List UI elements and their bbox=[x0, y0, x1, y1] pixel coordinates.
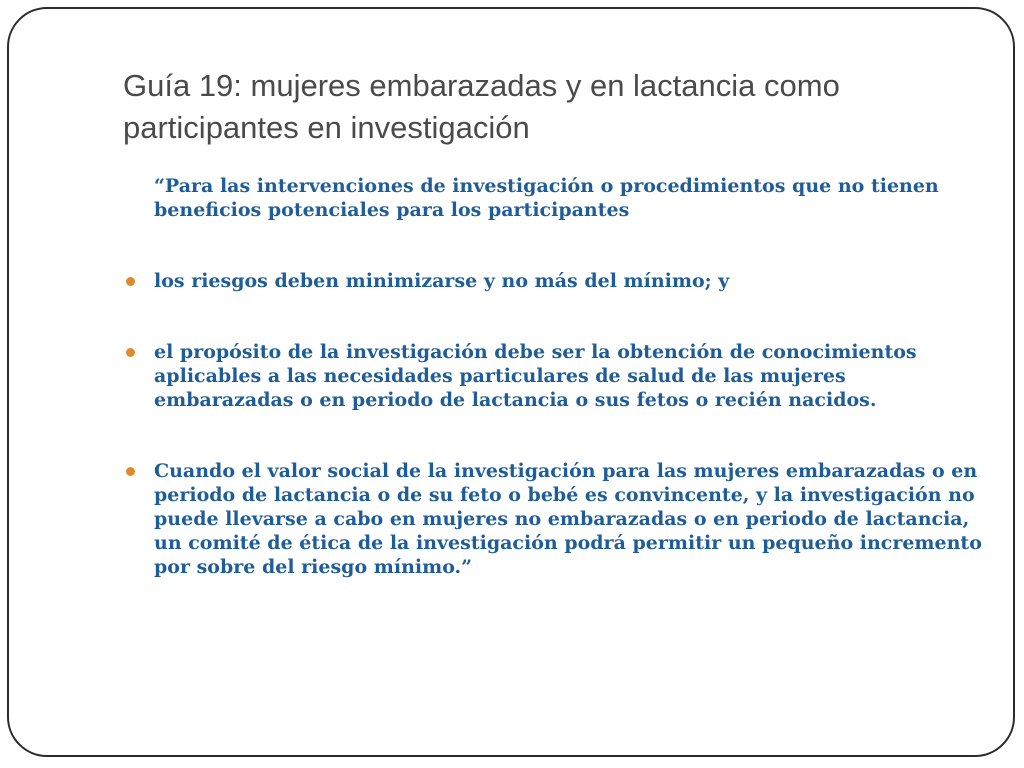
bullet-dot-icon bbox=[126, 277, 135, 286]
bullet-text: los riesgos deben minimizarse y no más del mínimo; y bbox=[154, 270, 730, 292]
bullet-list bbox=[123, 269, 983, 579]
bullet-item bbox=[123, 459, 983, 579]
bullet-text: Cuando el valor social de la investigación para las mujeres embarazadas o en periodo de lactancia o de su feto o bebé es convincente, y la investigación no puede llevarse a cabo en mujeres no embarazadas o en periodo de lactancia, un comité de ética de la investigación podrá permitir un pequeño incremento por sobre del riesgo mínimo.” bbox=[154, 460, 982, 578]
bullet-item bbox=[123, 340, 983, 412]
bullet-dot-icon bbox=[126, 467, 135, 476]
bullet-text: el propósito de la investigación debe ser la obtención de conocimientos aplicables a las necesidades particulares de salud de las mujeres embarazadas o en periodo de lactancia o sus fetos o recién nacidos. bbox=[154, 341, 917, 411]
slide-title: Guía 19: mujeres embarazadas y en lactancia como participantes en investigación bbox=[123, 68, 840, 145]
slide-content bbox=[123, 174, 983, 626]
bullet-dot-icon bbox=[126, 348, 135, 357]
slide-frame bbox=[7, 7, 1015, 757]
intro-paragraph: “Para las intervenciones de investigación o procedimientos que no tienen beneficios potenciales para los participantes bbox=[154, 175, 939, 221]
bullet-item bbox=[123, 269, 983, 293]
